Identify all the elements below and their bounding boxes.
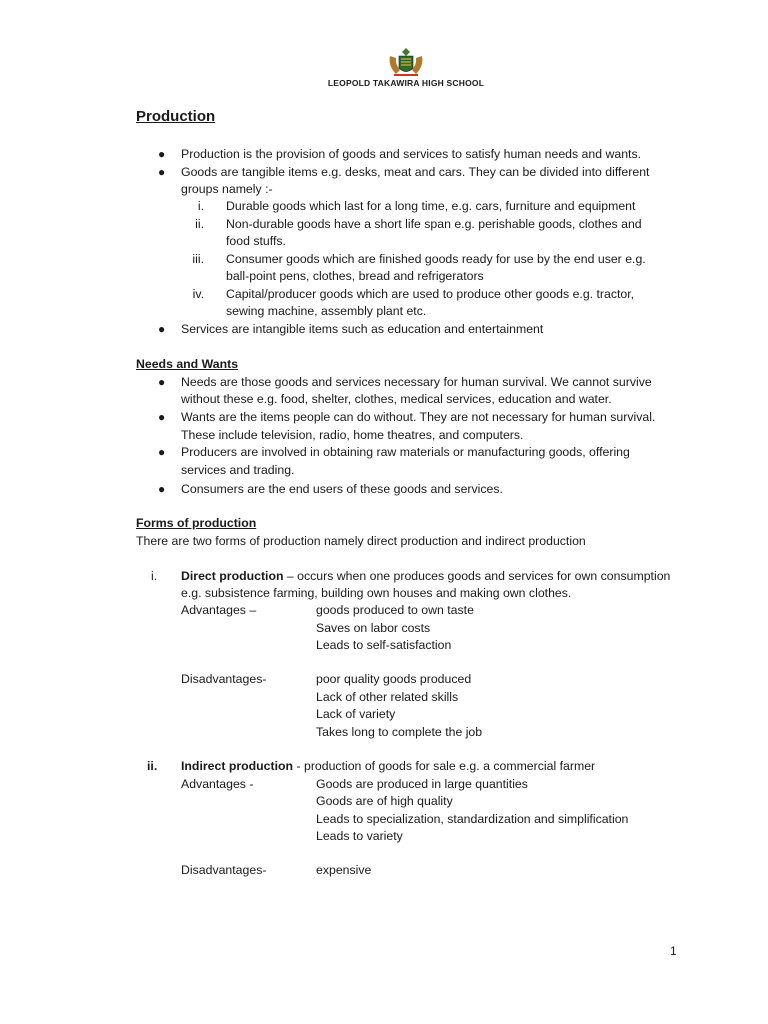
list-item: Lack of variety [316, 707, 396, 721]
list-number: iv. [192, 287, 204, 301]
list-item-text-continued: food stuffs. [226, 234, 286, 248]
bullet-text-continued: services and trading. [181, 463, 295, 477]
direct-production-description [181, 568, 670, 585]
list-item: Takes long to complete the job [316, 725, 483, 739]
list-number: ii. [147, 759, 158, 773]
forms-intro-text: There are two forms of production namely direct production and indirect production [136, 534, 586, 548]
bullet-text: Services are intangible items such as education and entertainment [181, 322, 544, 336]
bullet-text: Producers are involved in obtaining raw materials or manufacturing goods, offering [181, 445, 630, 459]
list-number: ii. [195, 217, 204, 231]
list-item: Leads to specialization, standardization and simplification [316, 812, 629, 826]
list-item-text-continued: ball-point pens, clothes, bread and refrigerators [226, 269, 484, 283]
advantages-label: Advantages – [181, 603, 257, 617]
list-item: Leads to self-satisfaction [316, 638, 452, 652]
list-item: Saves on labor costs [316, 621, 431, 635]
list-item: Goods are of high quality [316, 794, 453, 808]
bullet-icon: ● [158, 445, 166, 459]
direct-production-label: Direct production [181, 569, 284, 583]
list-item: Lack of other related skills [316, 690, 459, 704]
direct-production-desc: – occurs when one produces goods and services for own consumption [283, 569, 671, 583]
list-number: iii. [192, 252, 204, 266]
disadvantages-label: Disadvantages- [181, 863, 267, 877]
indirect-production-description [181, 758, 595, 775]
bullet-icon: ● [158, 482, 166, 496]
bullet-text: Needs are those goods and services necessary for human survival. We cannot survive [181, 375, 652, 389]
bullet-icon: ● [158, 410, 166, 424]
bullet-icon: ● [158, 375, 166, 389]
bullet-text: Wants are the items people can do without. They are not necessary for human survival. [181, 410, 656, 424]
list-item-text: Non-durable goods have a short life span e.g. perishable goods, clothes and [226, 217, 642, 231]
list-item: goods produced to own taste [316, 603, 474, 617]
list-item-text: Consumer goods which are finished goods ready for use by the end user e.g. [226, 252, 646, 266]
section-heading-forms-of-production: Forms of production [136, 516, 257, 530]
indirect-production-desc: - production of goods for sale e.g. a commercial farmer [293, 759, 596, 773]
indirect-production-label: Indirect production [181, 759, 294, 773]
bullet-icon: ● [158, 147, 166, 161]
list-item-text-continued: sewing machine, assembly plant etc. [226, 304, 427, 318]
page-number: 1 [670, 944, 677, 958]
bullet-text: Consumers are the end users of these goods and services. [181, 482, 503, 496]
page-title: Production [136, 108, 216, 125]
list-item-text: Capital/producer goods which are used to produce other goods e.g. tractor, [226, 287, 635, 301]
list-item: poor quality goods produced [316, 672, 472, 686]
bullet-text-continued: without these e.g. food, shelter, clothes, medical services, education and water. [181, 392, 612, 406]
disadvantages-label: Disadvantages- [181, 672, 267, 686]
bullet-text-continued: groups namely :- [181, 182, 273, 196]
school-crest-icon [386, 46, 426, 78]
list-item: Goods are produced in large quantities [316, 777, 528, 791]
bullet-text: Production is the provision of goods and services to satisfy human needs and wants. [181, 147, 642, 161]
list-number: i. [151, 569, 158, 583]
bullet-text-continued: These include television, radio, home theatres, and computers. [181, 428, 524, 442]
bullet-text: Goods are tangible items e.g. desks, meat and cars. They can be divided into different [181, 165, 650, 179]
bullet-icon: ● [158, 322, 166, 336]
bullet-icon: ● [158, 165, 166, 179]
list-item: expensive [316, 863, 372, 877]
list-item-text: Durable goods which last for a long time, e.g. cars, furniture and equipment [226, 199, 636, 213]
school-name: LEOPOLD TAKAWIRA HIGH SCHOOL [327, 78, 485, 88]
advantages-label: Advantages - [181, 777, 254, 791]
section-heading-needs-and-wants: Needs and Wants [136, 357, 239, 371]
list-item: Leads to variety [316, 829, 403, 843]
direct-production-desc-continued: e.g. subsistence farming, building own houses and making own clothes. [181, 586, 572, 600]
list-number: i. [197, 199, 204, 213]
